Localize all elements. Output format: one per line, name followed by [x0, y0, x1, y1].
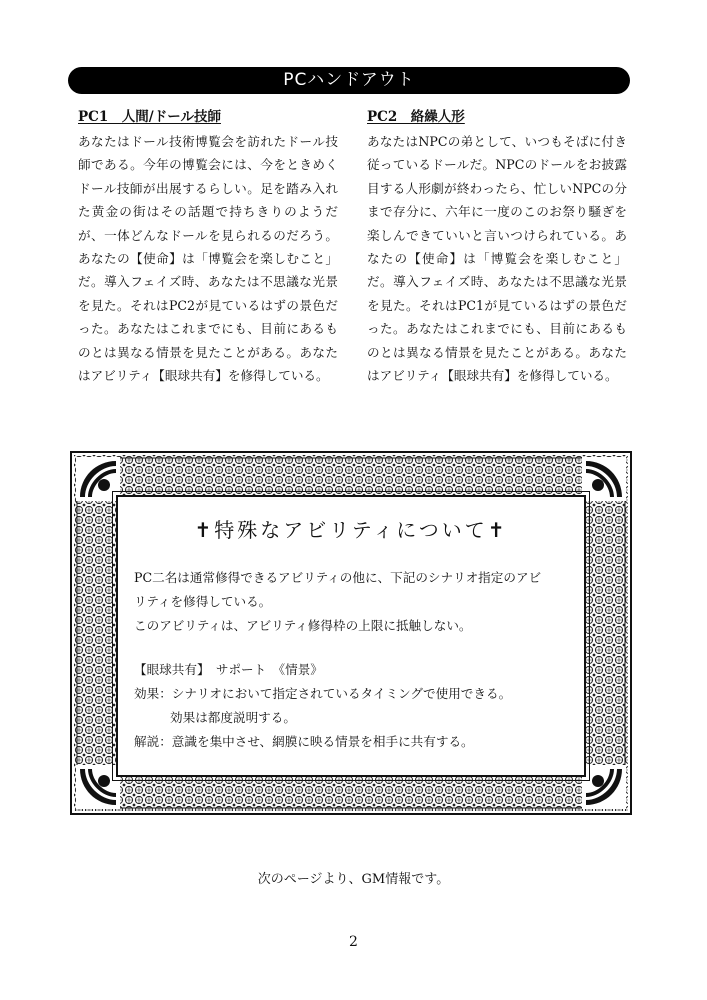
ability-explain-line: 解説：意識を集中させ、網膜に映る情景を相手に共有する。 — [134, 734, 474, 749]
pc2-handout — [367, 108, 627, 387]
section-title: PCハンドアウト — [283, 70, 415, 90]
ability-effect-line-2: 効果は都度説明する。 — [170, 710, 296, 725]
pc1-heading: PC1 人間/ドール技師 — [78, 109, 221, 125]
section-title-bar — [68, 67, 630, 94]
ability-effect-line-1: 効果：シナリオにおいて指定されているタイミングで使用できる。 — [134, 686, 512, 701]
ability-box-title: ✝特殊なアビリティについて✝ — [194, 518, 508, 542]
page-number: 2 — [349, 934, 358, 950]
next-page-note: 次のページより、GM情報です。 — [257, 872, 450, 887]
pc2-body: あなたはNPCの弟として、いつもそばに付き従っているドールだ。NPCのドールをお披露目する人形劇が終わったら、忙しいNPCの分まで存分に、六年に一度のこのお祭り騒ぎを楽しんできていいと言いつけられている。あなたの【使命】は「博覧会を楽しむこと」だ。導入フェイズ時、あなたは不思議な光景を見た。それはPC1が見ているはずの景色だった。あなたはこれまでにも、目前にあるものとは異なる情景を見たことがある。あなたはアビリティ【眼球共有】を修得している。 — [367, 134, 627, 384]
ability-intro-line-1: PC二名は通常修得できるアビリティの他に、下記のシナリオ指定のアビ — [134, 570, 542, 585]
ability-intro-line-3: このアビリティは、アビリティ修得枠の上限に抵触しない。 — [134, 618, 472, 633]
pc2-heading: PC2 絡繰人形 — [367, 109, 465, 125]
pc1-body: あなたはドール技術博覧会を訪れたドール技師である。今年の博覧会には、今をときめくドール技師が出展するらしい。足を踏み入れた黄金の街はその話題で持ちきりのようだが、一体どんなドールを見られるのだろう。あなたの【使命】は「博覧会を楽しむこと」だ。導入フェイズ時、あなたは不思議な光景を見た。それはPC2が見ているはずの景色だった。あなたはこれまでにも、目前にあるものとは異なる情景を見たことがある。あなたはアビリティ【眼球共有】を修得している。 — [78, 134, 338, 384]
ability-name-line: 【眼球共有】 サポート 《情景》 — [134, 662, 323, 677]
ability-intro-line-2: リティを修得している。 — [134, 594, 272, 609]
pc1-handout — [78, 108, 338, 387]
